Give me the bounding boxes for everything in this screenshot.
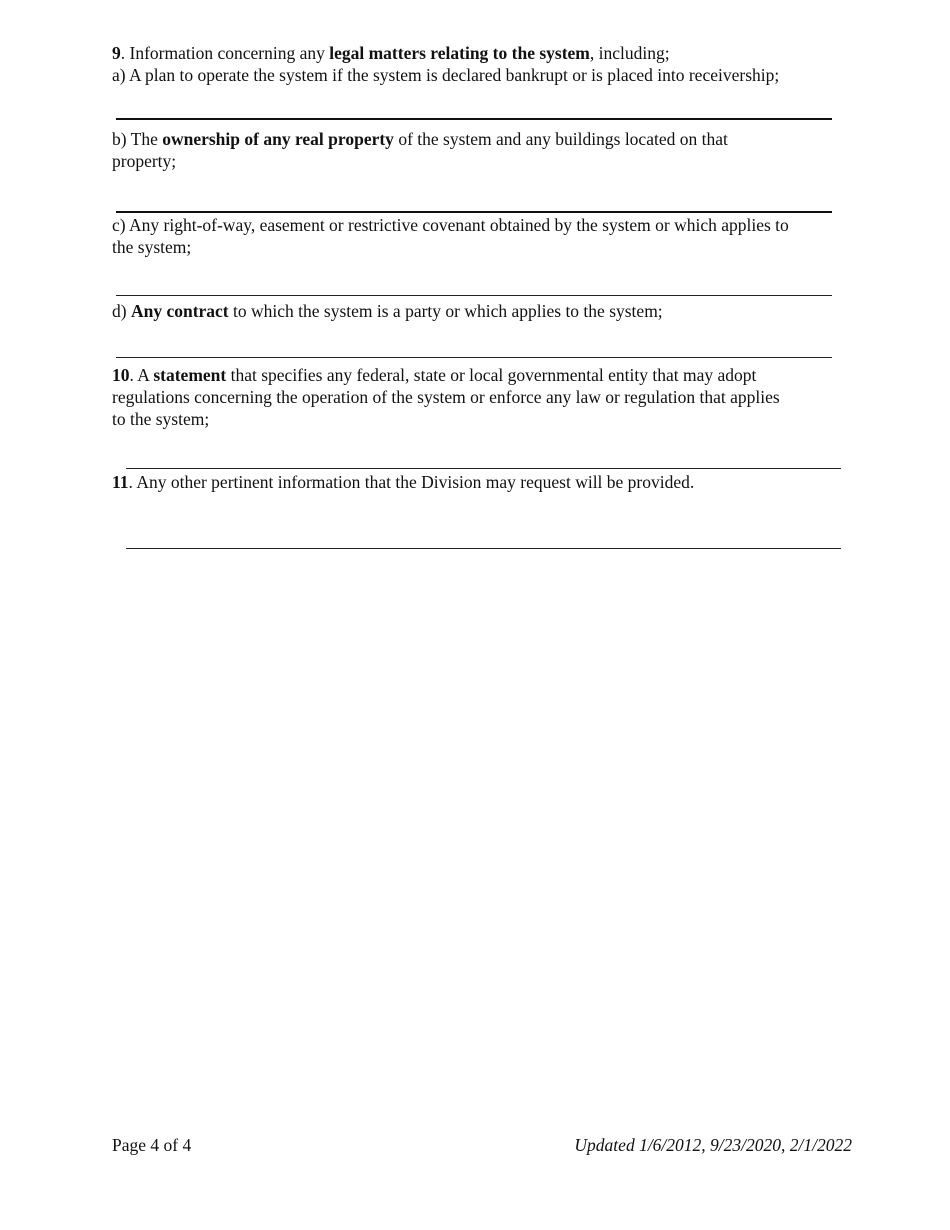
item-10-line3: to the system; <box>112 409 210 429</box>
item-9b-lead: b) The <box>112 129 163 149</box>
item-9c-line2: the system; <box>112 237 192 257</box>
item-9b-line2: property; <box>112 151 177 171</box>
page-number: Page 4 of 4 <box>112 1135 192 1155</box>
item-9b-answer-line <box>116 211 832 213</box>
item-9b-bold: ownership of any real property <box>162 129 394 149</box>
item-9d-answer-line <box>116 357 832 358</box>
item-10-bold: statement <box>153 365 227 385</box>
item-9-tail: , including; <box>589 43 670 63</box>
item-10-line2: regulations concerning the operation of the system or enforce any law or regulation that applies <box>112 387 780 407</box>
item-9a-answer-line <box>116 118 832 120</box>
item-9d-bold: Any contract <box>130 301 229 321</box>
item-11-text <box>112 471 694 493</box>
revision-dates: Updated 1/6/2012, 9/23/2020, 2/1/2022 <box>574 1135 852 1155</box>
item-10-line1 <box>112 364 756 386</box>
item-9-heading <box>112 42 670 64</box>
item-9a-text: a) A plan to operate the system if the system is declared bankrupt or is placed into receivership; <box>112 65 780 85</box>
item-9b-line1 <box>112 128 728 150</box>
item-9-lead: . Information concerning any <box>120 43 330 63</box>
item-10-answer-line <box>126 468 841 469</box>
item-9-bold: legal matters relating to the system <box>329 43 590 63</box>
item-11-body: . Any other pertinent information that the Division may request will be provided. <box>128 472 695 492</box>
item-9d-lead: d) <box>112 301 131 321</box>
item-10-number: 10 <box>112 365 130 385</box>
item-9b-tail: of the system and any buildings located on that <box>393 129 728 149</box>
item-9c-answer-line <box>116 295 832 296</box>
item-11-answer-line <box>126 548 841 549</box>
item-9c-line1: c) Any right-of-way, easement or restrictive covenant obtained by the system or which applies to <box>112 215 789 235</box>
item-9-number: 9 <box>112 43 121 63</box>
item-11-number: 11 <box>112 472 129 492</box>
item-10-tail: that specifies any federal, state or local governmental entity that may adopt <box>226 365 757 385</box>
item-9d-text <box>112 300 663 322</box>
item-9d-tail: to which the system is a party or which applies to the system; <box>228 301 663 321</box>
item-10-lead: . A <box>129 365 154 385</box>
